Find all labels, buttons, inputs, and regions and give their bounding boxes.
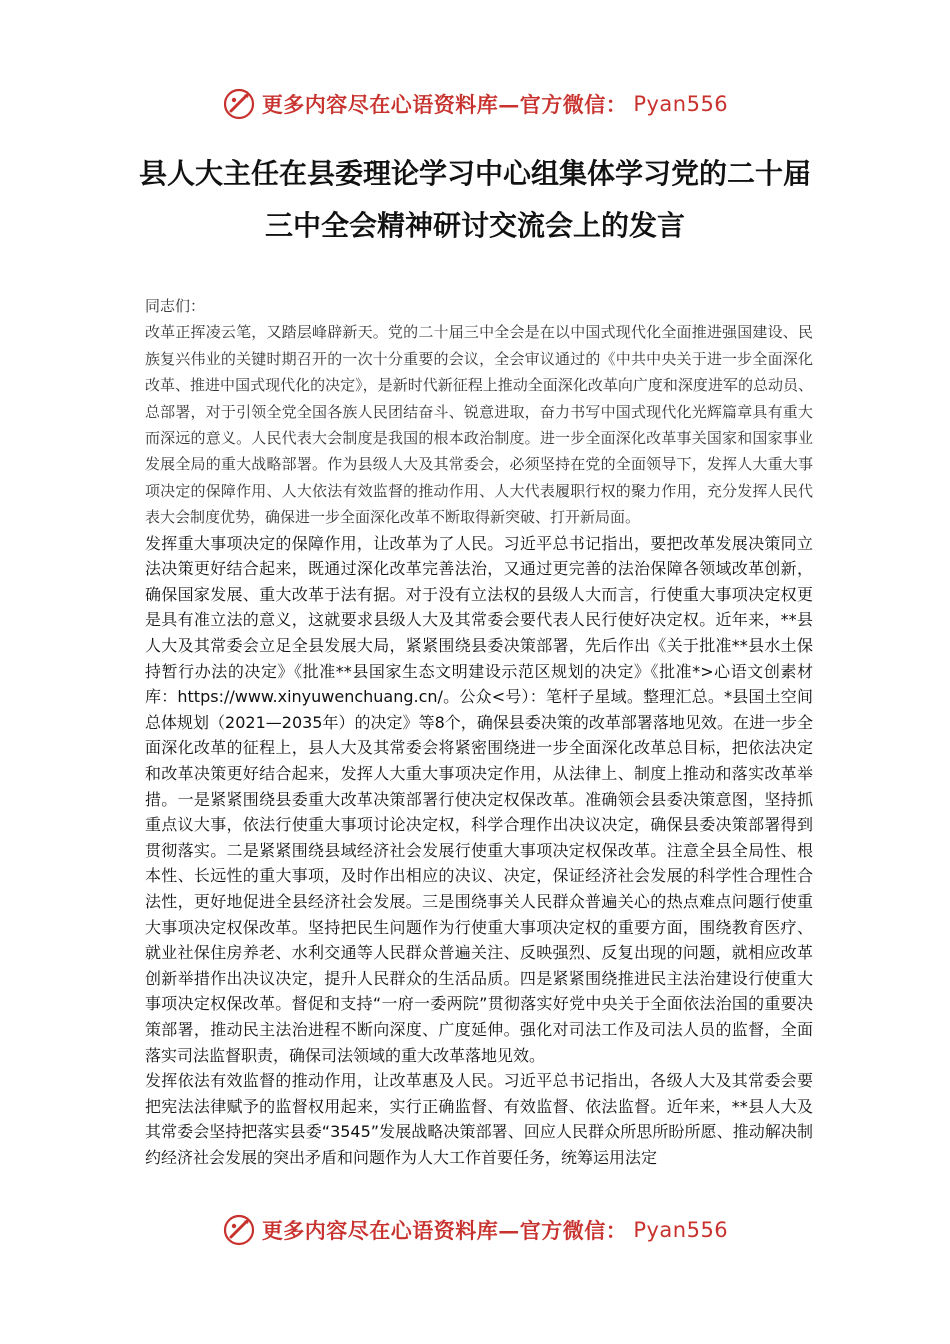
salutation: 同志们： (145, 297, 206, 315)
watermark-banner-bottom (0, 1210, 950, 1250)
section-one-paragraph: 发挥重大事项决定的保障作用，让改革为了人民。习近平总书记指出，要把改革发展决策同立法决策更好结合起来，既通过深化改革完善法治，又通过更完善的法治保障各领域改革创新，确保国家发展、重大改革于法有据。对于没有立法权的县级人大而言，行使重大事项决定权更是具有准立法的意义，这就要求县级人大及其常委会要代表人民行使好决定权。近年来，**县人大及其常委会立足全县发展大局，紧紧围绕县委决策部署，先后作出《关于批准**县水土保持暂行办法的决定》《批准**县国家生态文明建设示范区规划的决定》《批准*>心语文创素材库：https://www.xinyuwenchuang.cn/。公众<号）：笔杆子星域。整理汇总。*县国土空间总体规划（2021—2035年）的决定》等8个，确保县委决策的改革部署落地见效。在进一步全面深化改革的征程上，县人大及其常委会将紧密围绕进一步全面深化改革总目标，把依法决定和改革决策更好结合起来，发挥人大重大事项决定作用，从法律上、制度上推动和落实改革举措。一是紧紧围绕县委重大改革决策部署行使决定权保改革。准确领会县委决策意图，坚持抓重点议大事，依法行使重大事项讨论决定权，科学合理作出决议决定，确保县委决策部署得到贯彻落实。二是紧紧围绕县域经济社会发展行使重大事项决定权保改革。注意全县全局性、根本性、长远性的重大事项，及时作出相应的决议、决定，保证经济社会发展的科学性合理性合法性，更好地促进全县经济社会发展。三是围绕事关人民群众普遍关心的热点难点问题行使重大事项决定权保改革。坚持把民生问题作为行使重大事项决定权的重要方面，围绕教育医疗、就业社保住房养老、水利交通等人民群众普遍关注、反映强烈、反复出现的问题，就相应改革创新举措作出决议决定，提升人民群众的生活品质。四是紧紧围绕推进民主法治建设行使重大事项决定权保改革。督促和支持“一府一委两院”贯彻落实好党中央关于全面依法治国的重要决策部署，推动民主法治进程不断向深度、广度延伸。强化对司法工作及司法人员的监督，全面落实司法监督职责，确保司法领域的重大改革落地见效。 (145, 533, 813, 1065)
logo-icon (222, 87, 256, 121)
section-two-paragraph: 发挥依法有效监督的推动作用，让改革惠及人民。习近平总书记指出，各级人大及其常委会要把宪法法律赋予的监督权用起来，实行正确监督、有效监督、依法监督。近年来，**县人大及其常委会坚持把落实县委“3545”发展战略决策部署、回应人民群众所思所盼所愿、推动解决制约经济社会发展的突出矛盾和问题作为人大工作首要任务，统筹运用法定 (145, 1071, 813, 1167)
banner-text: 更多内容尽在心语资料库—官方微信： (261, 92, 628, 117)
page-title: 县人大主任在县委理论学习中心组集体学习党的二十届三中全会精神研讨交流会上的发言 (138, 157, 811, 242)
intro-paragraph: 改革正挥凌云笔，又踏层峰辟新天。党的二十届三中全会是在以中国式现代化全面推进强国建设、民族复兴伟业的关键时期召开的一次十分重要的会议，全会审议通过的《中共中央关于进一步全面深化改革、推进中国式现代化的决定》，是新时代新征程上推动全面深化改革向广度和深度进军的总动员、总部署，对于引领全党全国各族人民团结奋斗、锐意进取，奋力书写中国式现代化光辉篇章具有重大而深远的意义。人民代表大会制度是我国的根本政治制度。进一步全面深化改革事关国家和国家事业发展全局的重大战略部署。作为县级人大及其常委会，必须坚持在党的全面领导下，发挥人大重大事项决定的保障作用、人大依法有效监督的推动作用、人大代表履职行权的聚力作用，充分发挥人民代表大会制度优势，确保进一步全面深化改革不断取得新突破、打开新局面。 (145, 323, 813, 527)
banner-text: 更多内容尽在心语资料库—官方微信： (261, 1218, 628, 1243)
banner-handle: Pyan556 (633, 1218, 729, 1242)
logo-icon (222, 1213, 256, 1247)
watermark-banner-top (0, 84, 950, 124)
document-body (145, 293, 813, 1171)
banner-handle: Pyan556 (633, 92, 729, 116)
